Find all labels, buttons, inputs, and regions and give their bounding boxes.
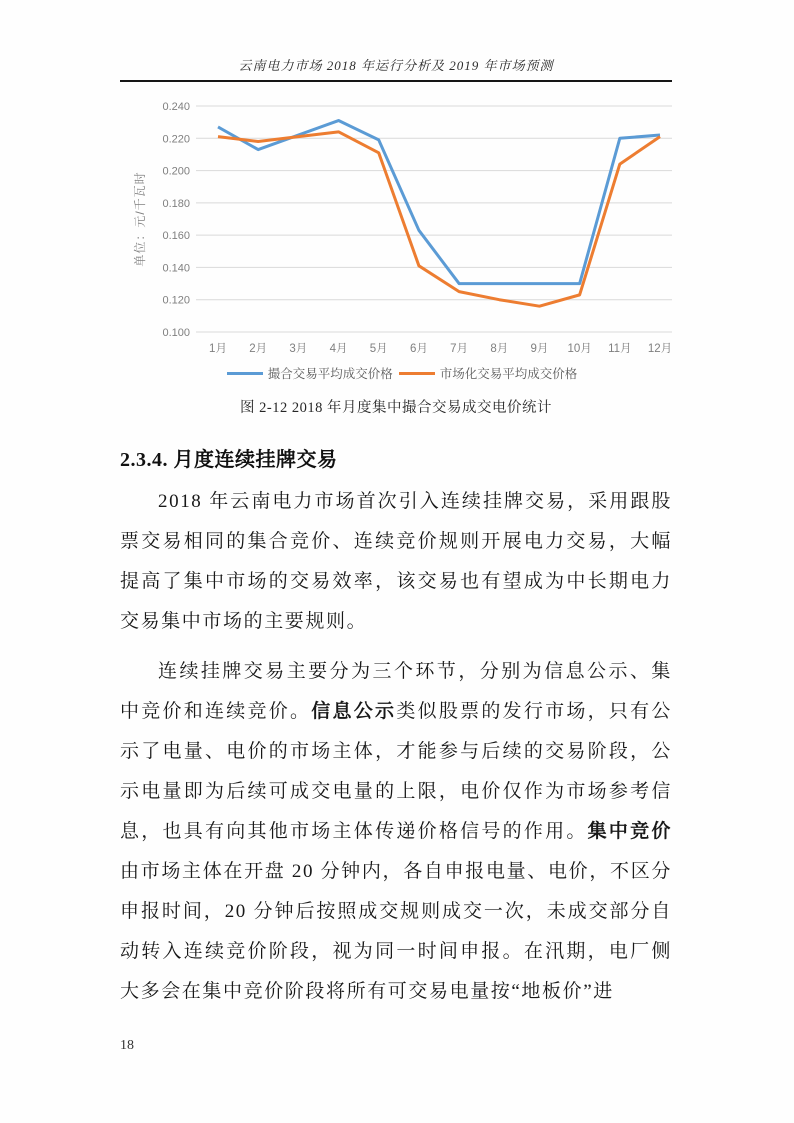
legend-label: 撮合交易平均成交价格: [267, 367, 393, 381]
legend-line-swatch: [227, 372, 263, 375]
running-header-title: 云南电力市场 2018 年运行分析及 2019 年市场预测: [238, 58, 554, 73]
emphasis-text: 集中竞价: [587, 821, 672, 842]
x-tick-label: 11月: [608, 343, 632, 355]
header-divider: [120, 80, 672, 82]
legend-item-1: [399, 364, 578, 382]
page-number: 18: [120, 1038, 134, 1053]
section-heading: 2.3.4. 月度连续挂牌交易: [120, 449, 338, 471]
paragraph-2: [120, 652, 672, 1012]
y-tick-label: 0.200: [162, 165, 190, 178]
x-tick-label: 7月: [450, 343, 469, 355]
x-tick-label: 10月: [567, 343, 592, 355]
body-text-run: 由市场主体在开盘 20 分钟内，各自申报电量、电价，不区分申报时间，20 分钟后按照成交规则成交一次，未成交部分自动转入连续竞价阶段，视为同一时间申报。在汛期，电厂侧大多会在集中竞价阶段将所有可交易电量按“地板价”进: [120, 861, 672, 1002]
y-tick-label: 0.220: [162, 133, 190, 146]
x-tick-label: 12月: [647, 343, 673, 355]
body-text-run: 连续挂牌交易主要分为三个环节，分别为信息公示、集中竞价和连续竞价。: [120, 661, 672, 722]
legend-item-0: [227, 364, 393, 382]
x-tick-label: 5月: [369, 343, 388, 355]
y-tick-label: 0.160: [162, 230, 190, 243]
page-content: [120, 0, 672, 1012]
y-tick-label: 0.100: [162, 327, 190, 339]
y-axis-title: 单位：元/千瓦时: [133, 171, 147, 267]
emphasis-text: 信息公示: [311, 701, 397, 722]
legend-label: 市场化交易平均成交价格: [439, 367, 578, 381]
x-tick-label: 3月: [289, 343, 308, 355]
y-tick-label: 0.180: [162, 197, 190, 210]
figure-caption: 图 2-12 2018 年月度集中撮合交易成交电价统计: [240, 400, 552, 416]
y-tick-label: 0.140: [162, 262, 190, 275]
y-tick-label: 0.240: [162, 101, 190, 113]
x-tick-label: 4月: [329, 343, 348, 355]
y-tick-label: 0.120: [162, 294, 190, 307]
price-chart-svg: [126, 94, 678, 362]
running-header: [120, 0, 672, 82]
x-tick-label: 1月: [209, 343, 227, 355]
x-tick-label: 8月: [490, 343, 509, 355]
x-tick-label: 9月: [530, 343, 549, 355]
body-text-run: 类似股票的发行市场，只有公示了电量、电价的市场主体，才能参与后续的交易阶段，公示电量即为后续可成交电量的上限，电价仅作为市场参考信息，也具有向其他市场主体传递价格信号的作用。: [120, 701, 672, 842]
paragraph-1: 2018 年云南电力市场首次引入连续挂牌交易，采用跟股票交易相同的集合竞价、连续竞价规则开展电力交易，大幅提高了集中市场的交易效率，该交易也有望成为中长期电力交易集中市场的主要规则。: [120, 491, 672, 632]
x-tick-label: 2月: [249, 343, 268, 355]
series-line-0: [218, 121, 660, 284]
chart-legend: [126, 364, 678, 382]
legend-line-swatch: [399, 372, 435, 375]
series-line-1: [218, 132, 660, 306]
x-tick-label: 6月: [409, 343, 428, 355]
price-line-chart: [126, 94, 678, 382]
